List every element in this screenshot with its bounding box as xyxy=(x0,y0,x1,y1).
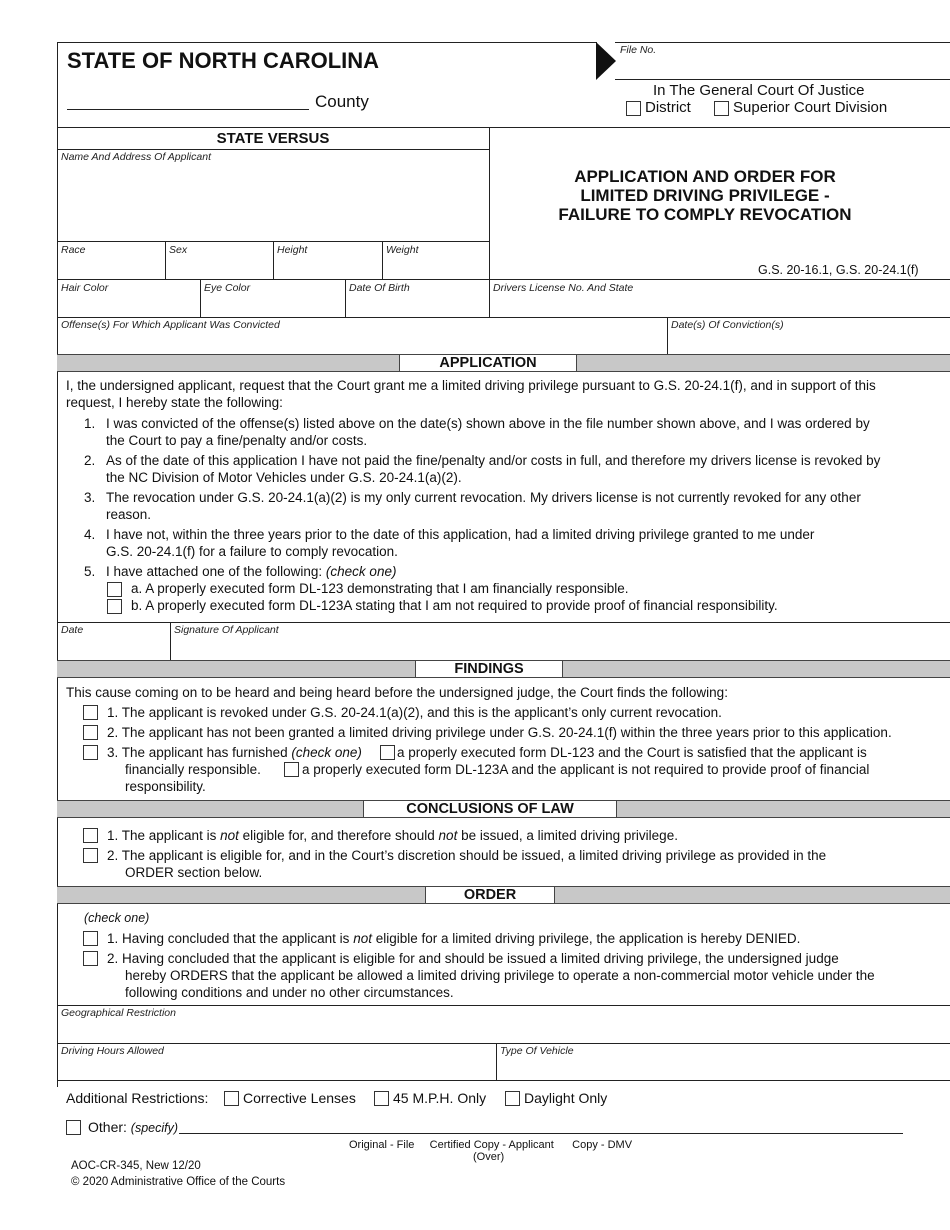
height-label: Height xyxy=(277,244,308,256)
order-2-checkbox[interactable] xyxy=(83,951,98,966)
file-no-label: File No. xyxy=(620,44,657,56)
rule xyxy=(345,279,346,317)
state-title: STATE OF NORTH CAROLINA xyxy=(67,48,380,73)
hair-color-label: Hair Color xyxy=(61,282,109,294)
dl123-checkbox[interactable] xyxy=(107,582,122,597)
date-label: Date xyxy=(61,624,84,636)
sex-label: Sex xyxy=(169,244,188,256)
eye-color-label: Eye Color xyxy=(204,282,251,294)
application-item-2-cont: the NC Division of Motor Vehicles under G.S. 20-24.1(a)(2). xyxy=(106,470,462,485)
corrective-lenses-checkbox[interactable] xyxy=(224,1091,239,1106)
mph-label: 45 M.P.H. Only xyxy=(393,1090,487,1106)
item-number: 4. xyxy=(84,527,96,542)
copyright: © 2020 Administrative Office of the Courts xyxy=(71,1176,286,1188)
finding-3-dl123a: a properly executed form DL-123A and the applicant is not required to provide proof of financial xyxy=(302,762,870,777)
other-line[interactable] xyxy=(179,1133,903,1134)
findings-intro: This cause coming on to be heard and being heard before the undersigned judge, the Court finds the following: xyxy=(66,685,728,700)
finding-3-dl123a-checkbox[interactable] xyxy=(284,762,299,777)
finding-3-text: 3. The applicant has furnished xyxy=(107,745,288,760)
rule xyxy=(273,241,274,279)
district-label: District xyxy=(645,99,691,116)
additional-restrictions-label: Additional Restrictions: xyxy=(66,1090,209,1106)
over-note: (Over) xyxy=(473,1151,505,1163)
order-1-checkbox[interactable] xyxy=(83,931,98,946)
not-emphasis: not xyxy=(353,931,372,946)
rule xyxy=(382,241,383,279)
application-item-5-text: I have attached one of the following: xyxy=(106,564,323,579)
other-text: Other: xyxy=(88,1119,127,1135)
dob-label: Date Of Birth xyxy=(349,282,410,294)
rule xyxy=(57,279,950,280)
race-label: Race xyxy=(61,244,86,256)
conclusion-1-b: eligible for, and therefore should xyxy=(242,828,435,843)
conclusion-1-checkbox[interactable] xyxy=(83,828,98,843)
application-item-1: I was convicted of the offense(s) listed above on the date(s) shown above in the file number shown above, and I was ordered by xyxy=(106,416,870,431)
order-heading: ORDER xyxy=(425,886,555,904)
order-2-cont-2: following conditions and under no other circumstances. xyxy=(125,985,454,1000)
conclusions-band xyxy=(57,800,950,818)
specify-note: (specify) xyxy=(130,1121,179,1135)
geo-restriction-label: Geographical Restriction xyxy=(61,1007,176,1019)
rule xyxy=(496,1043,497,1080)
finding-1-checkbox[interactable] xyxy=(83,705,98,720)
finding-3-financially: financially responsible. xyxy=(125,762,261,777)
rule xyxy=(667,317,668,354)
order-1-a: 1. Having concluded that the applicant is xyxy=(107,931,350,946)
application-item-5a: a. A properly executed form DL-123 demonstrating that I am financially responsible. xyxy=(131,581,629,596)
dl123a-checkbox[interactable] xyxy=(107,599,122,614)
file-no-line[interactable] xyxy=(615,79,950,80)
county-line[interactable] xyxy=(67,109,309,110)
daylight-label: Daylight Only xyxy=(524,1090,608,1106)
application-item-4-cont: G.S. 20-24.1(f) for a failure to comply revocation. xyxy=(106,544,398,559)
order-band xyxy=(57,886,950,904)
top-border xyxy=(57,42,597,43)
conclusion-2: 2. The applicant is eligible for, and in the Court’s discretion should be issued, a limited driving privilege as provided in the xyxy=(107,848,827,863)
application-item-5b: b. A properly executed form DL-123A stating that I am not required to provide proof of financial responsibility. xyxy=(131,598,778,613)
application-item-3-cont: reason. xyxy=(106,507,152,522)
copies-distribution: Original - File Certified Copy - Applicant Copy - DMV xyxy=(349,1139,633,1151)
rule xyxy=(57,149,489,150)
findings-band xyxy=(57,660,950,678)
conclusion-1-c: be issued, a limited driving privilege. xyxy=(461,828,678,843)
vehicle-type-label: Type Of Vehicle xyxy=(500,1045,574,1057)
application-intro-2: request, I hereby state the following: xyxy=(66,395,283,410)
item-number: 3. xyxy=(84,490,96,505)
superior-checkbox[interactable] xyxy=(714,101,729,116)
order-check-one xyxy=(84,910,149,927)
left-border xyxy=(57,42,58,1087)
district-checkbox[interactable] xyxy=(626,101,641,116)
application-item-1-cont: the Court to pay a fine/penalty and/or costs. xyxy=(106,433,368,448)
rule xyxy=(57,1005,950,1006)
finding-2: 2. The applicant has not been granted a limited driving privilege under G.S. 20-24.1(f) within the three years prior to this application. xyxy=(107,725,892,740)
rule xyxy=(170,622,171,660)
application-item-5 xyxy=(106,563,396,580)
application-item-3: The revocation under G.S. 20-24.1(a)(2) is my only current revocation. My drivers license is not currently revoked for any other xyxy=(106,490,861,505)
conclusion-2-checkbox[interactable] xyxy=(83,848,98,863)
weight-label: Weight xyxy=(386,244,419,256)
check-one-note: (check one) xyxy=(325,564,397,579)
rule xyxy=(165,241,166,279)
other-label xyxy=(88,1119,178,1135)
driving-hours-label: Driving Hours Allowed xyxy=(61,1045,164,1057)
county-label: County xyxy=(315,92,369,111)
rule xyxy=(200,279,201,317)
order-1-b: eligible for a limited driving privilege, the application is hereby DENIED. xyxy=(375,931,801,946)
superior-label: Superior Court Division xyxy=(733,99,888,116)
form-title-line2: LIMITED DRIVING PRIVILEGE - xyxy=(580,186,830,205)
order-1 xyxy=(107,930,800,947)
finding-3 xyxy=(107,744,362,761)
finding-3-checkbox[interactable] xyxy=(83,745,98,760)
state-versus-heading: STATE VERSUS xyxy=(216,130,330,147)
statute-label: G.S. 20-16.1, G.S. 20-24.1(f) xyxy=(758,263,919,277)
name-address-label: Name And Address Of Applicant xyxy=(61,151,211,163)
top-border-right xyxy=(615,42,950,43)
other-checkbox[interactable] xyxy=(66,1120,81,1135)
rule xyxy=(57,1043,950,1044)
conclusions-heading: CONCLUSIONS OF LAW xyxy=(363,800,617,818)
rule xyxy=(57,317,950,318)
daylight-checkbox[interactable] xyxy=(505,1091,520,1106)
finding-3-dl123-checkbox[interactable] xyxy=(380,745,395,760)
finding-2-checkbox[interactable] xyxy=(83,725,98,740)
order-2: 2. Having concluded that the applicant is eligible for and should be issued a limited driving privilege, the undersigned judge xyxy=(107,951,839,966)
license-label: Drivers License No. And State xyxy=(493,282,634,294)
finding-3-dl123: a properly executed form DL-123 and the Court is satisfied that the applicant is xyxy=(397,745,867,760)
application-item-2: As of the date of this application I have not paid the fine/penalty and/or costs in full, and therefore my drivers license is revoked by xyxy=(106,453,881,468)
finding-1: 1. The applicant is revoked under G.S. 20-24.1(a)(2), and this is the applicant’s only current revocation. xyxy=(107,705,722,720)
conclusion-1 xyxy=(107,827,678,844)
corrective-lenses-label: Corrective Lenses xyxy=(243,1090,356,1106)
finding-3-responsibility: responsibility. xyxy=(125,779,206,794)
item-number: 2. xyxy=(84,453,96,468)
check-one-note: (check one) xyxy=(84,911,150,925)
not-emphasis: not xyxy=(220,828,239,843)
order-2-cont-1: hereby ORDERS that the applicant be allowed a limited driving privilege to operate a non-commercial motor vehicle under the xyxy=(125,968,875,983)
form-title-line3: FAILURE TO COMPLY REVOCATION xyxy=(558,205,852,224)
rule xyxy=(57,622,950,623)
application-intro-1: I, the undersigned applicant, request that the Court grant me a limited driving privilege pursuant to G.S. 20-24.1(f), and in support of this xyxy=(66,378,876,393)
form-title-line1: APPLICATION AND ORDER FOR xyxy=(574,167,836,186)
conclusion-1-a: 1. The applicant is xyxy=(107,828,217,843)
application-heading: APPLICATION xyxy=(399,354,577,372)
application-item-4: I have not, within the three years prior to the date of this application, had a limited driving privilege granted to me under xyxy=(106,527,815,542)
conclusion-2-cont: ORDER section below. xyxy=(125,865,263,880)
conviction-dates-label: Date(s) Of Conviction(s) xyxy=(671,319,784,331)
mph-checkbox[interactable] xyxy=(374,1091,389,1106)
form-number: AOC-CR-345, New 12/20 xyxy=(71,1160,201,1172)
court-label: In The General Court Of Justice xyxy=(653,82,865,99)
findings-heading: FINDINGS xyxy=(415,660,563,678)
offenses-label: Offense(s) For Which Applicant Was Convicted xyxy=(61,319,280,331)
check-one-note: (check one) xyxy=(291,745,362,760)
item-number: 5. xyxy=(84,564,96,579)
application-band xyxy=(57,354,950,372)
rule xyxy=(57,127,950,128)
not-emphasis: not xyxy=(438,828,458,843)
file-no-arrow-icon xyxy=(596,42,618,80)
rule xyxy=(57,1080,950,1081)
signature-label: Signature Of Applicant xyxy=(174,624,279,636)
item-number: 1. xyxy=(84,416,96,431)
